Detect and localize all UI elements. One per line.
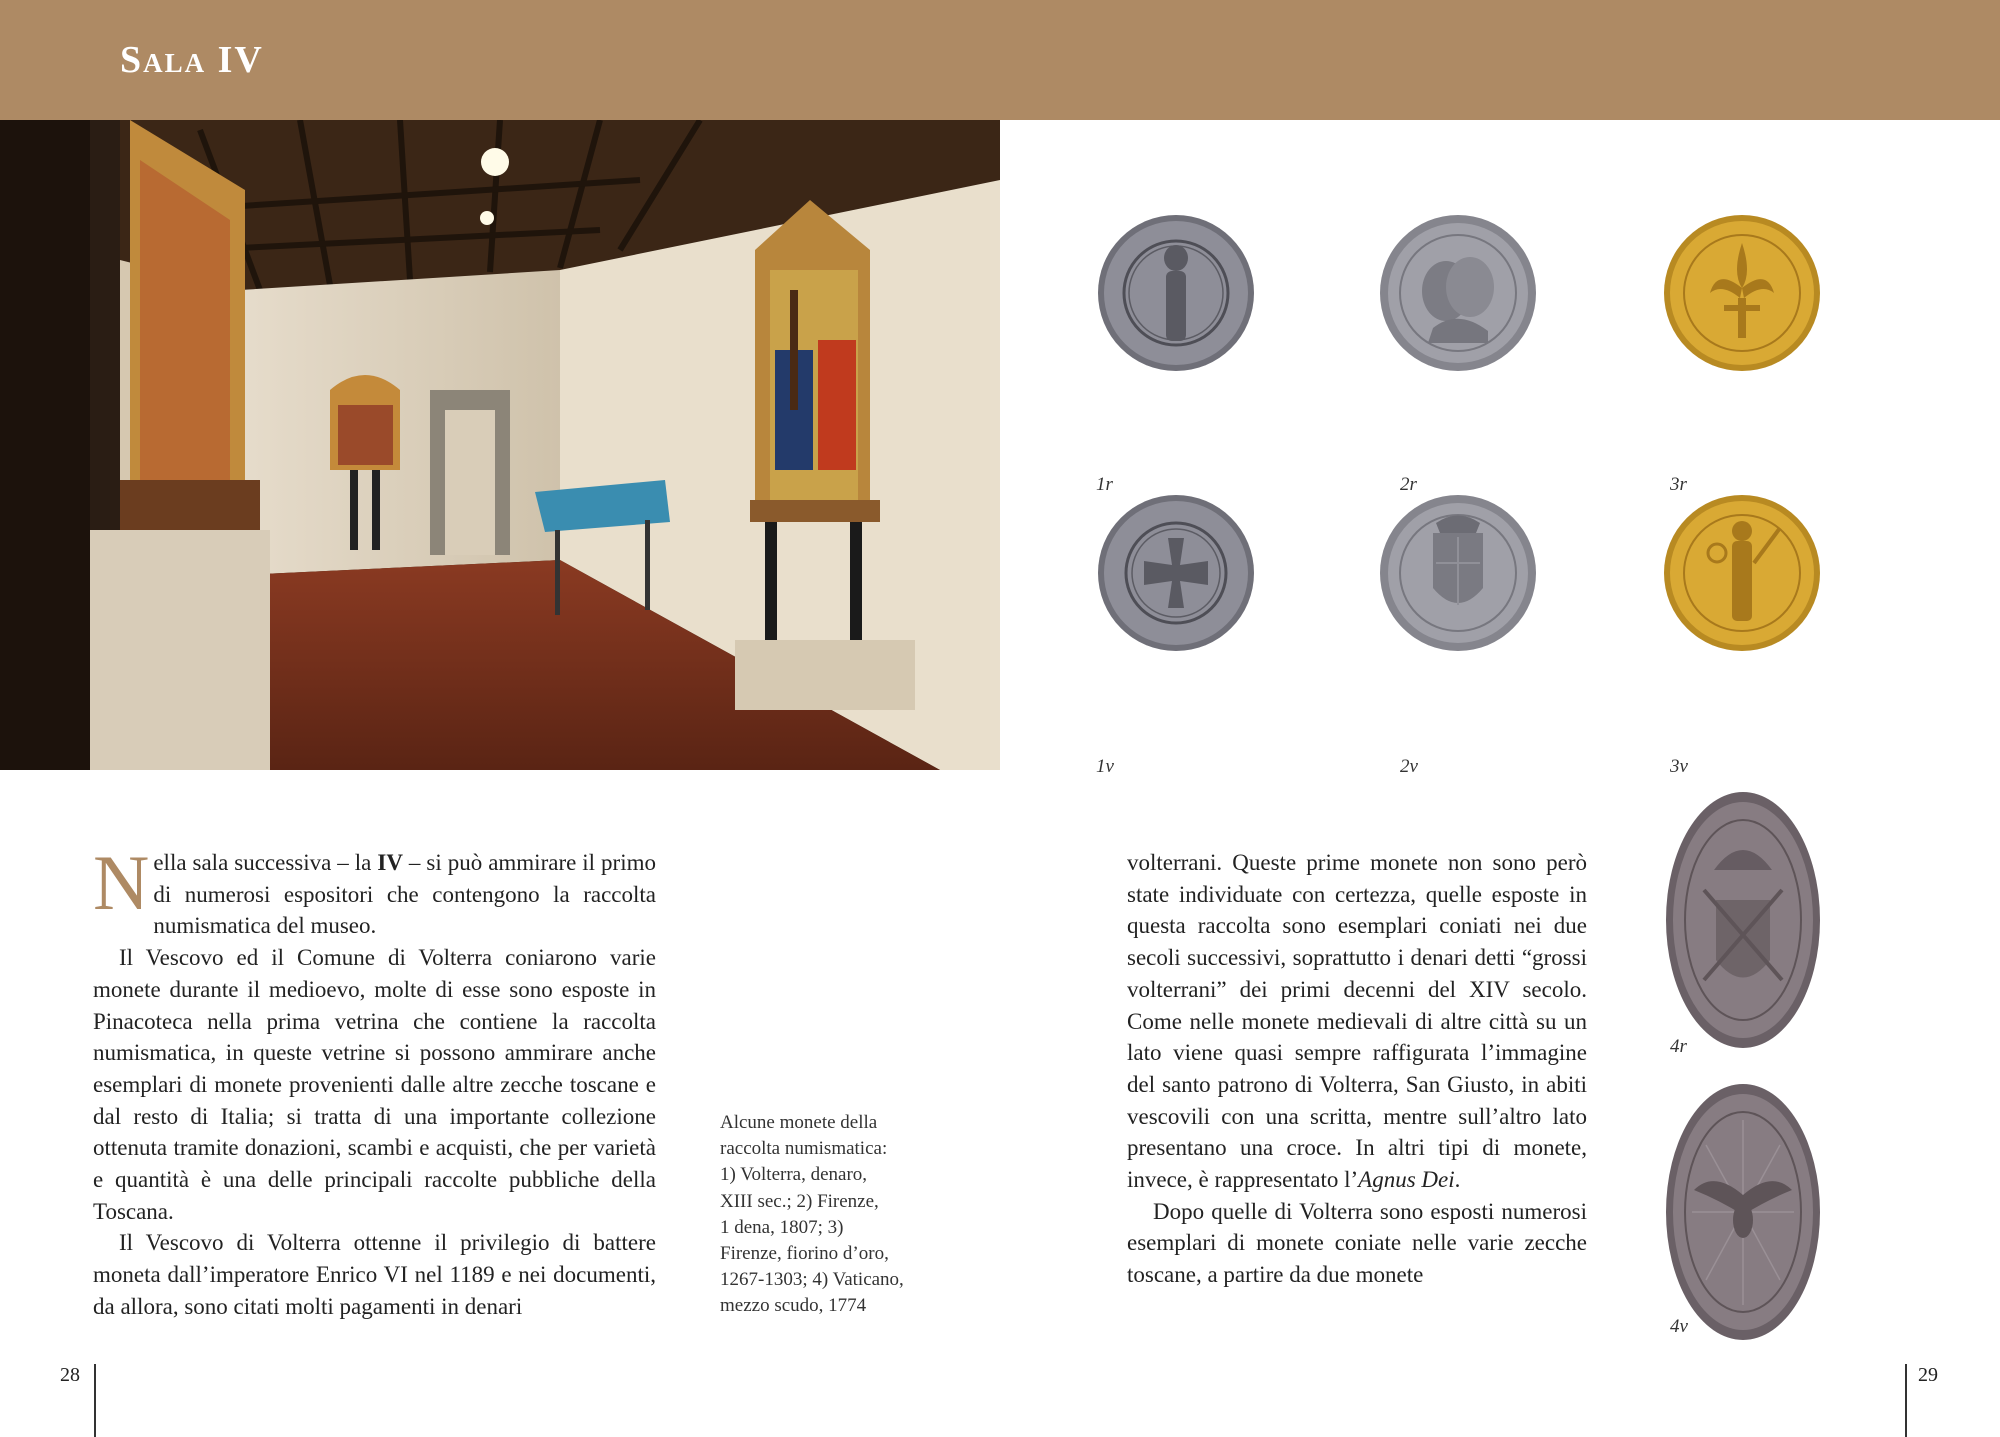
- coin-label: 3v: [1670, 756, 1688, 777]
- page-rule-right: [1905, 1364, 1907, 1437]
- coin-label: 4v: [1670, 1316, 1688, 1337]
- coin-label: 1v: [1096, 756, 1114, 777]
- coin-1v-image: [1096, 493, 1256, 653]
- paragraph: Dopo quelle di Volterra sono esposti numerosi esemplari di monete coniate nelle varie zecche toscane, a partire da due monete: [1127, 1198, 1587, 1288]
- coin-1r-image: [1096, 213, 1256, 373]
- coin-4r-image: [1664, 790, 1822, 1052]
- header-band: [0, 0, 2000, 120]
- coin-3r-image: [1662, 213, 1822, 373]
- paragraph: Nella sala successiva – la IV – si può ammirare il primo di numerosi espositori che contengono la raccolta numismatica del museo.: [93, 839, 656, 939]
- coin-label: 4r: [1670, 1036, 1687, 1057]
- page-rule-left: [94, 1364, 96, 1437]
- right-column-text: [1127, 847, 1587, 1291]
- coin-3v-image: [1662, 493, 1822, 653]
- coin-2v-image: [1378, 493, 1538, 653]
- coin-label: 2r: [1400, 474, 1417, 495]
- coin-label: 2v: [1400, 756, 1418, 777]
- page-number-right: 29: [1918, 1364, 1938, 1386]
- coin-4v-image: [1664, 1080, 1822, 1344]
- paragraph: volterrani. Queste prime monete non sono però state individuate con certezza, quelle esposte in questa raccolta sono esemplari coniati nei due secoli successivi, soprattutto i denari detti “grossi volterrani” dei primi decenni del XIV secolo. Come nelle monete medievali di altre città su un lato viene quasi sempre raffigurata l’immagine del santo patrono di Volterra, San Giusto, in abiti vescovili con una scritta, mentre sull’altro lato presentano una croce. In altri tipi di monete, invece, è rappresentato l’Agnus Dei.: [1127, 850, 1587, 1193]
- paragraph: Il Vescovo di Volterra ottenne il privilegio di battere moneta dall’imperatore Enrico VI nel 1189 e nei documenti, da allora, sono citati molti pagamenti in denari: [93, 1230, 656, 1319]
- coin-label: 1r: [1096, 474, 1113, 495]
- paragraph: Il Vescovo ed il Comune di Volterra coniarono varie monete durante il medioevo, molte di esse sono esposte in Pinacoteca nella prima vetrina che contiene la raccolta numismatica, in queste vetrine si possono ammirare anche esemplari di monete provenienti dalle altre zecche toscane e dal resto di Italia; si tratta di una importante collezione ottenuta tramite donazioni, scambi e acquisti, che per varietà e quantità è una delle principali raccolte pubbliche della Toscana.: [93, 945, 656, 1224]
- figure-caption: Alcune monete della raccolta numismatica: 1) Volterra, denaro, XIII sec.; 2) Firenze, 1 dena, 1807; 3) Firenze, fiorino d’oro, 1267-1303; 4) Vaticano, mezzo scudo, 1774: [720, 1112, 904, 1317]
- coin-label: 3r: [1670, 474, 1687, 495]
- section-title: Sala IV: [120, 39, 264, 81]
- gallery-photo: [0, 120, 1000, 770]
- drop-cap: N: [93, 839, 150, 926]
- page-number-left: 28: [60, 1364, 80, 1386]
- coin-2r-image: [1378, 213, 1538, 373]
- left-column-text: [93, 839, 656, 1323]
